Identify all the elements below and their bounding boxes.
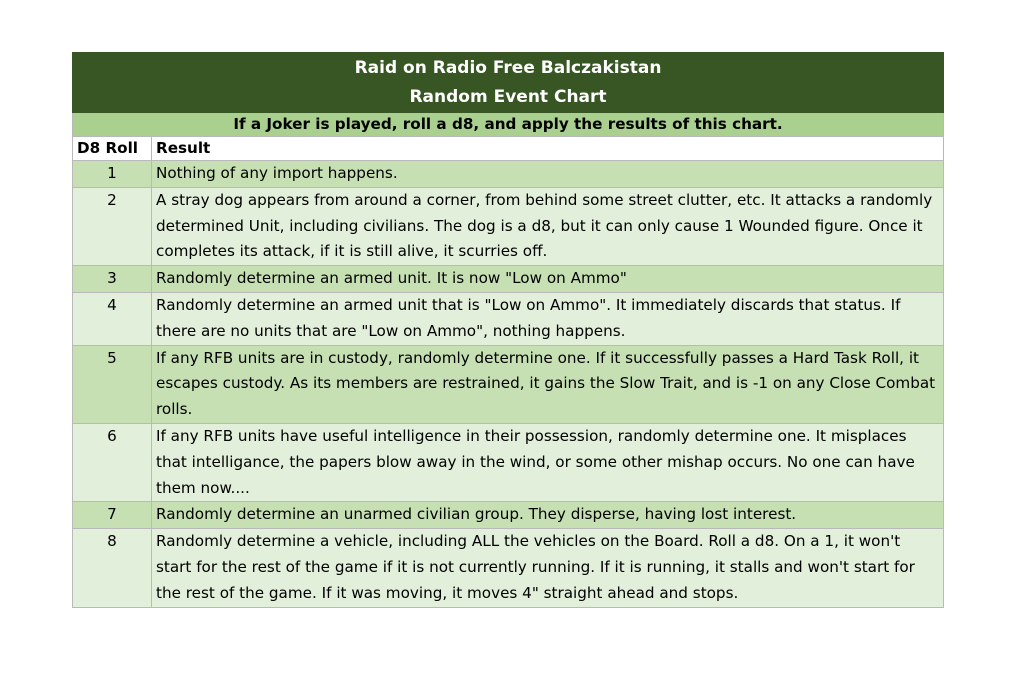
subtitle-row [73,113,944,137]
table-row [73,423,944,501]
column-header-roll: D8 Roll [73,137,152,161]
table-row [73,266,944,293]
roll-cell: 1 [73,161,152,188]
roll-cell: 4 [73,292,152,345]
result-cell: Randomly determine an armed unit. It is now "Low on Ammo" [152,266,944,293]
table-row [73,292,944,345]
roll-cell: 7 [73,502,152,529]
result-cell: Randomly determine an unarmed civilian group. They disperse, having lost interest. [152,502,944,529]
table-row [73,187,944,265]
header-row [73,137,944,161]
roll-cell: 5 [73,345,152,423]
result-cell: If any RFB units have useful intelligence in their possession, randomly determine one. It misplaces that intelligance, the papers blow away in the wind, or some other mishap occurs. No one can have them now.... [152,423,944,501]
column-header-result: Result [152,137,944,161]
roll-cell: 2 [73,187,152,265]
result-cell: A stray dog appears from around a corner, from behind some street clutter, etc. It attacks a randomly determined Unit, including civilians. The dog is a d8, but it can only cause 1 Wounded figure. Once it completes its attack, if it is still alive, it scurries off. [152,187,944,265]
result-cell: Randomly determine an armed unit that is "Low on Ammo". It immediately discards that status. If there are no units that are "Low on Ammo", nothing happens. [152,292,944,345]
roll-cell: 8 [73,529,152,607]
title-line-1: Raid on Radio Free Balczakistan [354,58,662,78]
table-row [73,161,944,188]
chart-title [73,53,944,113]
title-line-2: Random Event Chart [409,87,607,107]
random-event-chart [72,52,944,608]
title-row [73,53,944,113]
result-cell: Nothing of any import happens. [152,161,944,188]
table-row [73,529,944,607]
table-row [73,502,944,529]
result-cell: If any RFB units are in custody, randomly determine one. If it successfully passes a Hard Task Roll, it escapes custody. As its members are restrained, it gains the Slow Trait, and is -1 on any Close Combat rolls. [152,345,944,423]
table-row [73,345,944,423]
result-cell: Randomly determine a vehicle, including ALL the vehicles on the Board. Roll a d8. On a 1, it won't start for the rest of the game if it is not currently running. If it is running, it stalls and won't start for the rest of the game. If it was moving, it moves 4" straight ahead and stops. [152,529,944,607]
chart-subtitle: If a Joker is played, roll a d8, and apply the results of this chart. [73,113,944,137]
roll-cell: 6 [73,423,152,501]
roll-cell: 3 [73,266,152,293]
